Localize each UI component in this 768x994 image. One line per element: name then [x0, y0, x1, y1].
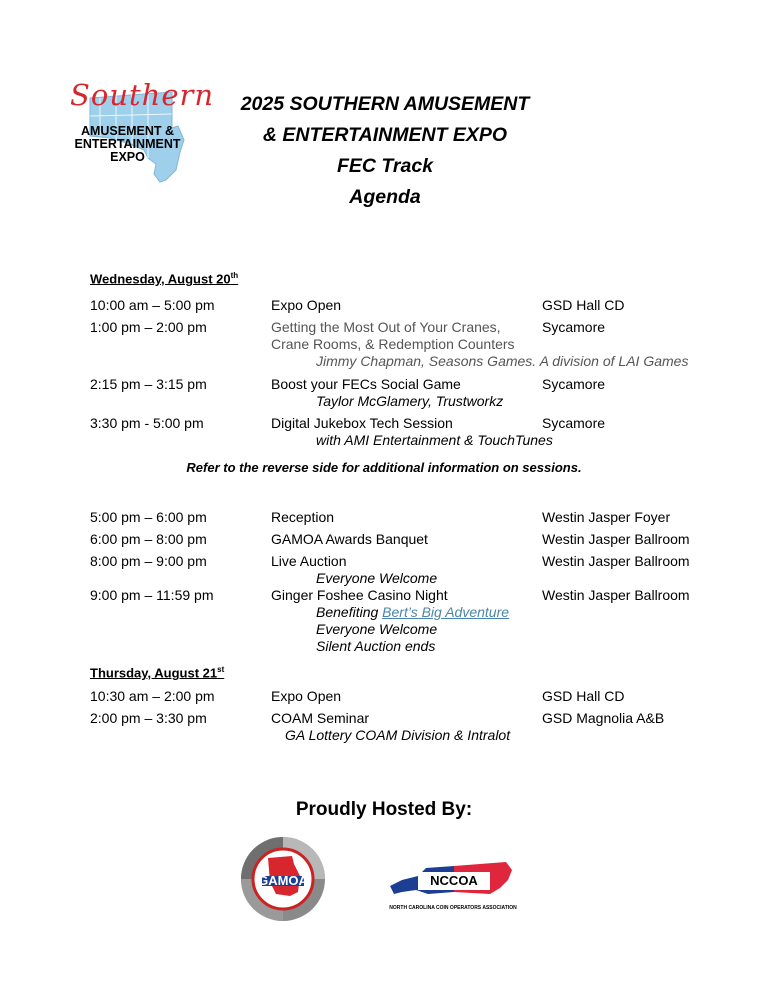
agenda-session: GAMOA Awards Banquet: [271, 531, 428, 547]
agenda-speaker: Jimmy Chapman, Seasons Games. A division of LAI Games: [316, 353, 689, 369]
agenda-location: Sycamore: [542, 415, 606, 431]
agenda-session: Reception: [271, 509, 335, 525]
agenda-location: Sycamore: [542, 376, 606, 392]
agenda-time: 8:00 pm – 9:00 pm: [90, 553, 207, 569]
agenda-session: Boost your FECs Social Game: [271, 376, 461, 392]
agenda-time: 9:00 pm – 11:59 pm: [90, 587, 214, 603]
agenda-time: 1:00 pm – 2:00 pm: [90, 319, 207, 335]
agenda-time: 10:30 am – 2:00 pm: [90, 688, 215, 704]
title-line-1: 2025 SOUTHERN AMUSEMENT: [240, 93, 530, 115]
expo-logo: [60, 78, 215, 193]
agenda-time: 5:00 pm – 6:00 pm: [90, 509, 207, 525]
agenda-time: 2:00 pm – 3:30 pm: [90, 710, 207, 726]
title-line-4: Agenda: [349, 186, 421, 208]
logo-line-1: AMUSEMENT &: [80, 124, 175, 138]
nccoa-full-name: NORTH CAROLINA COIN OPERATORS ASSOCIATION: [389, 905, 517, 911]
agenda-session: Expo Open: [271, 688, 342, 704]
logo-script: Southern: [70, 78, 215, 112]
agenda-session: Getting the Most Out of Your Cranes,: [271, 319, 501, 335]
agenda-location: GSD Magnolia A&B: [542, 710, 665, 726]
agenda-session-cont: Crane Rooms, & Redemption Counters: [271, 336, 515, 352]
agenda-speaker: Taylor McGlamery, Trustworkz: [316, 393, 504, 409]
agenda-detail: Silent Auction ends: [316, 638, 436, 654]
gamoa-logo: [240, 836, 326, 922]
agenda-detail: [316, 604, 509, 621]
agenda-time: 10:00 am – 5:00 pm: [90, 297, 215, 313]
wednesday-heading: Wednesday, August 20th: [90, 271, 239, 287]
agenda-session: Ginger Foshee Casino Night: [271, 587, 448, 603]
agenda-location: Sycamore: [542, 319, 606, 335]
logo-line-3: EXPO: [110, 150, 145, 164]
benefiting-prefix: Benefiting: [316, 604, 383, 620]
hosted-by-heading: Proudly Hosted By:: [295, 799, 473, 820]
agenda-location: GSD Hall CD: [542, 297, 625, 313]
nccoa-logo: [388, 858, 518, 916]
agenda-detail: Everyone Welcome: [316, 621, 438, 637]
gamoa-text: GAMOA: [258, 873, 308, 888]
agenda-session: Expo Open: [271, 297, 342, 313]
agenda-time: 3:30 pm - 5:00 pm: [90, 415, 204, 431]
agenda-detail: Everyone Welcome: [316, 570, 438, 586]
logo-line-2: ENTERTAINMENT: [74, 137, 181, 151]
nccoa-text: NCCOA: [430, 873, 478, 888]
agenda-session: COAM Seminar: [271, 710, 370, 726]
title-line-2: & ENTERTAINMENT EXPO: [262, 124, 508, 146]
agenda-location: Westin Jasper Ballroom: [542, 553, 690, 569]
title-line-3: FEC Track: [336, 155, 434, 177]
berts-big-adventure-link[interactable]: Bert’s Big Adventure: [382, 604, 510, 620]
agenda-location: Westin Jasper Foyer: [542, 509, 671, 525]
agenda-session: Digital Jukebox Tech Session: [271, 415, 453, 431]
agenda-location: GSD Hall CD: [542, 688, 625, 704]
agenda-time: 2:15 pm – 3:15 pm: [90, 376, 207, 392]
thursday-heading: Thursday, August 21st: [90, 665, 225, 681]
agenda-speaker: with AMI Entertainment & TouchTunes: [316, 432, 553, 448]
reverse-side-note: Refer to the reverse side for additional information on sessions.: [186, 460, 582, 475]
agenda-location: Westin Jasper Ballroom: [542, 587, 690, 603]
agenda-location: Westin Jasper Ballroom: [542, 531, 690, 547]
agenda-session: Live Auction: [271, 553, 347, 569]
agenda-time: 6:00 pm – 8:00 pm: [90, 531, 207, 547]
agenda-detail: GA Lottery COAM Division & Intralot: [285, 727, 511, 743]
